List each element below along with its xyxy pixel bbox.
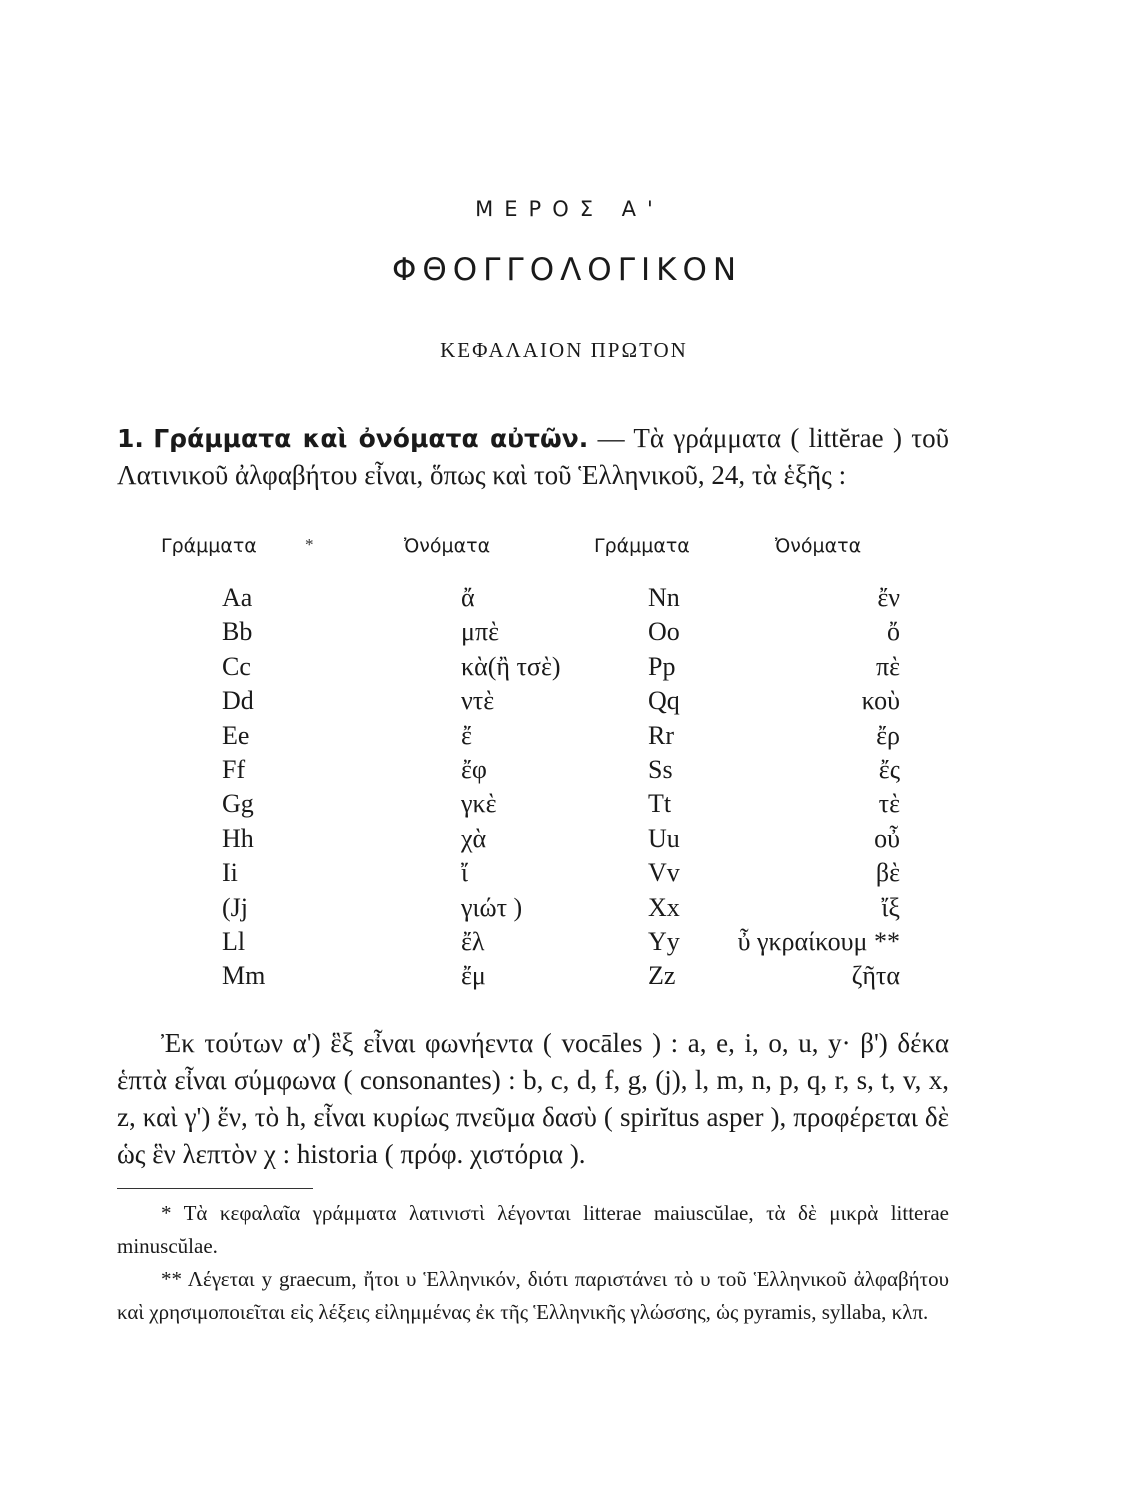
name-cell: γιώτ ) <box>461 892 523 922</box>
name-cell: ζῆτα <box>851 961 900 991</box>
footnote-1: * Τὰ κεφαλαῖα γράμματα λατινιστὶ λέγονται litterae maiuscŭlae, τὰ δὲ μικρὰ litterae minuscŭlae. <box>117 1201 949 1258</box>
name-cell: ἔ <box>461 720 472 750</box>
header-names-left: Ὀνόματα <box>404 535 491 557</box>
name-cell: χὰ <box>461 823 487 853</box>
name-cell: κοὺ <box>861 686 900 716</box>
header-letters-left: Γράμματα <box>161 535 257 557</box>
letter-cell: Ii <box>222 858 238 888</box>
letter-cell: Vv <box>648 858 680 888</box>
footnote-divider <box>117 1188 313 1189</box>
letter-cell: Ee <box>222 720 250 750</box>
name-cell: ἔν <box>877 583 900 612</box>
name-cell: βὲ <box>875 858 900 888</box>
footnote-2: ** Λέγεται y graecum, ἤτοι υ Ἑλληνικόν, διότι παριστάνει τὸ υ τοῦ Ἑλληνικοῦ ἀλφαβήτου καὶ χρησιμοποιεῖται εἰς λέξεις εἰλημμένας ἐκ τῆς Ἑλληνικῆς γλώσσης, ὡς pyramis, syllaba, κλπ. <box>117 1267 949 1324</box>
header-letters-right: Γράμματα <box>594 535 690 557</box>
letter-cell: Nn <box>648 583 680 612</box>
letter-cell: Ff <box>222 754 246 784</box>
name-cell: ἔς <box>878 754 900 784</box>
name-cell: ἄ <box>461 583 475 612</box>
letter-cell: Qq <box>648 686 680 716</box>
name-cell: ἔρ <box>876 720 900 750</box>
name-cell: ντὲ <box>461 686 495 716</box>
letter-cell: Pp <box>648 651 676 681</box>
name-cell: ὄ <box>887 617 900 647</box>
body-paragraph: Ἐκ τούτων α') ἓξ εἶναι φωνήεντα ( vocāles ) : a, e, i, o, u, y· β') δέκα ἑπτὰ εἶναι σύμφωνα ( consonantes) : b, c, d, f, g, (j), l, m, n, p, q, r, s, t, v, x, z, καὶ γ') ἕν, τὸ h, εἶναι κυρίως πνεῦμα δασὺ ( spirĭtus asper ), προφέρεται δὲ ὡς ἓν λεπτὸν χ : historia ( πρόφ. χιστόρια ). <box>117 1028 949 1169</box>
name-cell: ἔμ <box>461 961 486 991</box>
letter-cell: Hh <box>222 823 254 853</box>
name-cell: γκὲ <box>461 789 497 819</box>
letter-cell: Bb <box>222 617 253 647</box>
header-names-right: Ὀνόματα <box>775 535 862 557</box>
body-paragraph-block <box>117 1025 949 1173</box>
letter-cell: Dd <box>222 686 254 716</box>
table-row <box>0 787 1128 821</box>
table-row <box>0 615 1128 649</box>
table-row <box>0 856 1128 890</box>
section-heading: Γράμματα καὶ ὀνόματα αὐτῶν. <box>153 424 589 453</box>
footnotes <box>117 1197 949 1329</box>
main-title: ΦΘΟΓΓΟΛΟΓΙΚΟΝ <box>391 252 743 288</box>
header-footnote-marker: * <box>305 535 314 554</box>
letter-cell: Uu <box>648 823 680 853</box>
letter-cell: Ll <box>222 926 246 956</box>
table-rows <box>0 581 1128 994</box>
name-cell: ἔλ <box>461 926 485 956</box>
name-cell: ἴ <box>461 858 468 888</box>
section-intro <box>117 420 949 493</box>
section-number: 1. <box>117 424 144 453</box>
letter-cell: Cc <box>222 651 251 681</box>
table-row <box>0 959 1128 993</box>
letter-cell: Gg <box>222 789 254 819</box>
name-cell: ἴξ <box>881 892 900 922</box>
table-row <box>0 753 1128 787</box>
table-row <box>0 822 1128 856</box>
letter-cell: Rr <box>648 720 674 750</box>
name-cell: τὲ <box>878 789 900 819</box>
table-row <box>0 650 1128 684</box>
name-cell: ἔφ <box>461 754 487 784</box>
name-cell: πὲ <box>875 651 900 681</box>
name-cell: κὰ(ἢ τσὲ) <box>461 651 561 681</box>
letter-cell: Mm <box>222 961 266 991</box>
table-row <box>0 684 1128 718</box>
letter-cell: Aa <box>222 583 253 612</box>
table-row <box>0 925 1128 959</box>
section-text: — Τὰ γράμματα ( littĕrae ) τοῦ Λατινικοῦ ἀλφαβήτου εἶναι, ὅπως καὶ τοῦ Ἑλληνικοῦ, 24, τὰ ἑξῆς : <box>117 423 950 490</box>
letter-cell: Oo <box>648 617 680 647</box>
table-row <box>0 891 1128 925</box>
letter-cell: Zz <box>648 961 676 991</box>
letter-cell: Ss <box>648 754 673 784</box>
letter-cell: Xx <box>648 892 680 922</box>
name-cell: ὖ γκραίκουμ ** <box>737 926 900 956</box>
letter-cell: (Jj <box>222 892 248 922</box>
letter-cell: Tt <box>648 789 672 819</box>
part-title: ΜΕΡΟΣ Α' <box>475 197 664 221</box>
name-cell: οὖ <box>874 823 900 853</box>
name-cell: μπὲ <box>461 617 499 647</box>
table-row <box>0 719 1128 753</box>
table-row <box>0 581 1128 615</box>
chapter-title: ΚΕΦΑΛΑΙΟΝ ΠΡΩΤΟΝ <box>440 338 688 362</box>
letter-cell: Yy <box>648 926 680 956</box>
